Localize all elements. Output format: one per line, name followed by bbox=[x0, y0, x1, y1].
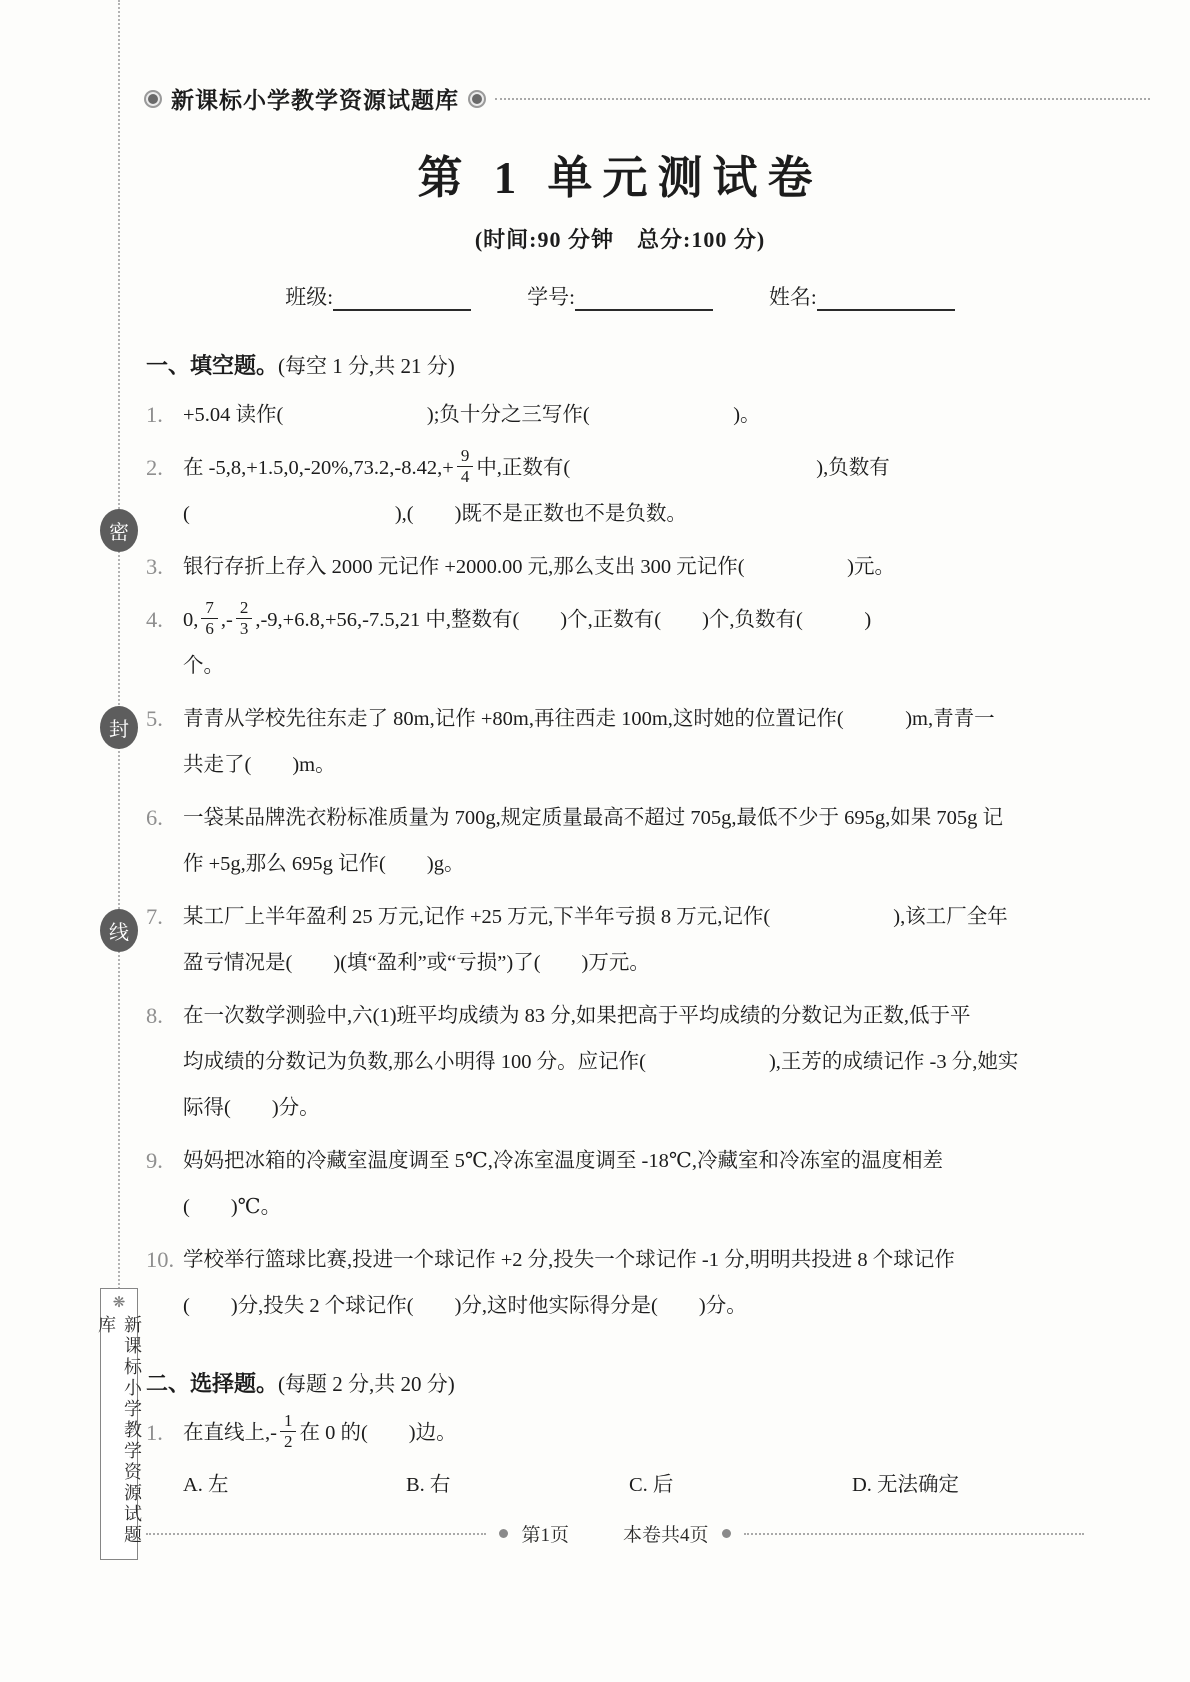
footer-page-number: 第1页 bbox=[521, 1525, 569, 1546]
fraction-denominator: 2 bbox=[280, 1431, 297, 1452]
question-s1-2 bbox=[146, 445, 1094, 537]
name-blank-line bbox=[817, 287, 955, 311]
question-text: 中,正数有( ),负数有 bbox=[476, 457, 890, 479]
bullet-icon bbox=[146, 92, 160, 106]
fraction-numerator: 9 bbox=[460, 446, 470, 466]
bullet-icon bbox=[470, 92, 484, 106]
question-s1-4 bbox=[146, 597, 1094, 689]
brand-text: 新课标小学教学资源试题库 bbox=[171, 88, 459, 113]
section1-title: 一、填空题。 bbox=[146, 353, 279, 378]
question-number: 8. bbox=[146, 1003, 163, 1028]
question-s1-5 bbox=[146, 696, 1094, 788]
brand-header bbox=[146, 82, 1150, 115]
fraction bbox=[201, 598, 218, 638]
question-number: 2. bbox=[146, 455, 163, 480]
class-field bbox=[285, 281, 471, 311]
question-text: 在一次数学测验中,六(1)班平均成绩为 83 分,如果把高于平均成绩的分数记为正数,低于平 bbox=[183, 1005, 971, 1027]
question-text: +5.04 读作( );负十分之三写作( )。 bbox=[183, 404, 761, 426]
question-number: 6. bbox=[146, 805, 163, 830]
question-s2-1 bbox=[146, 1410, 1094, 1500]
section2-title: 二、选择题。 bbox=[146, 1371, 279, 1396]
section1-note: (每空 1 分,共 21 分) bbox=[278, 354, 455, 378]
question-text: ( )分,投失 2 个球记作( )分,这时他实际得分是( )分。 bbox=[183, 1295, 747, 1317]
question-number: 10. bbox=[146, 1247, 175, 1272]
footer-dot-icon bbox=[722, 1529, 731, 1538]
option-d: D. 无法确定 bbox=[852, 1474, 960, 1496]
class-label: 班级: bbox=[285, 285, 334, 309]
student-id-blank-line bbox=[575, 287, 713, 311]
fraction-denominator: 6 bbox=[201, 618, 218, 639]
question-text: 在 0 的( )边。 bbox=[299, 1422, 457, 1444]
section2-note: (每题 2 分,共 20 分) bbox=[278, 1372, 455, 1396]
question-number: 5. bbox=[146, 706, 163, 731]
seal-badge-feng bbox=[100, 706, 138, 749]
question-text: 在直线上,- bbox=[183, 1422, 277, 1444]
question-text: ,- bbox=[220, 609, 233, 631]
fraction-numerator: 2 bbox=[239, 598, 249, 618]
student-id-field bbox=[527, 281, 713, 311]
student-id-label: 学号: bbox=[527, 285, 575, 309]
header-dashed-line bbox=[495, 98, 1150, 100]
question-number: 9. bbox=[146, 1148, 163, 1173]
choice-options-row bbox=[183, 1470, 1094, 1500]
question-text: ,-9,+6.8,+56,-7.5,21 中,整数有( )个,正数有( )个,负数有( ) bbox=[255, 609, 872, 631]
student-info-row bbox=[146, 281, 1094, 311]
name-label: 姓名: bbox=[768, 285, 817, 309]
fraction bbox=[280, 1411, 297, 1451]
seal-char-mi: 密 bbox=[109, 522, 129, 544]
question-number: 1. bbox=[146, 402, 163, 427]
fraction-numerator: 7 bbox=[205, 598, 214, 618]
footer-dashed-line bbox=[146, 1533, 486, 1535]
seal-badge-xian bbox=[100, 909, 138, 952]
option-c: C. 后 bbox=[629, 1474, 674, 1496]
question-text: 一袋某品牌洗衣粉标准质量为 700g,规定质量最高不超过 705g,最低不少于 695g,如果 705g 记 bbox=[183, 807, 1003, 829]
class-blank-line bbox=[333, 287, 471, 311]
name-field bbox=[769, 281, 955, 311]
question-text: 个。 bbox=[183, 655, 224, 677]
question-s1-10 bbox=[146, 1237, 1094, 1329]
page-title: 第 1 单元测试卷 bbox=[417, 153, 823, 203]
fraction bbox=[457, 446, 474, 486]
question-text: 青青从学校先往东走了 80m,记作 +80m,再往西走 100m,这时她的位置记作( )m,青青一 bbox=[183, 708, 995, 730]
question-text bbox=[183, 445, 1094, 491]
page-content bbox=[146, 0, 1094, 1507]
question-text: 学校举行篮球比赛,投进一个球记作 +2 分,投失一个球记作 -1 分,明明共投进 8 个球记作 bbox=[183, 1249, 955, 1271]
question-text: 共走了( )m。 bbox=[183, 754, 336, 776]
side-box-text: 新课标小学教学资源试题库 bbox=[96, 1315, 142, 1546]
page-subtitle: (时间:90 分钟 总分:100 分) bbox=[474, 227, 766, 252]
fraction-numerator: 1 bbox=[283, 1411, 293, 1431]
question-text: 妈妈把冰箱的冷藏室温度调至 5℃,冷冻室温度调至 -18℃,冷藏室和冷冻室的温度相差 bbox=[183, 1150, 943, 1172]
option-a: A. 左 bbox=[183, 1474, 229, 1496]
seal-char-xian: 线 bbox=[109, 922, 129, 944]
question-text: 0, bbox=[183, 609, 199, 631]
question-text: ( ),( )既不是正数也不是负数。 bbox=[183, 503, 687, 525]
section1-heading bbox=[146, 349, 1094, 380]
question-text: 际得( )分。 bbox=[183, 1097, 320, 1119]
page-footer bbox=[146, 1520, 1084, 1547]
question-s1-9 bbox=[146, 1138, 1094, 1230]
seal-badge-mi bbox=[100, 509, 138, 552]
question-text: ( )℃。 bbox=[183, 1196, 282, 1218]
option-b: B. 右 bbox=[406, 1474, 451, 1496]
footer-total-pages: 本卷共4页 bbox=[623, 1525, 709, 1546]
question-text: 作 +5g,那么 695g 记作( )g。 bbox=[183, 853, 465, 875]
question-text: 在 -5,8,+1.5,0,-20%,73.2,-8.42,+ bbox=[183, 457, 454, 479]
fraction-denominator: 3 bbox=[236, 618, 253, 639]
question-number: 1. bbox=[146, 1420, 163, 1445]
question-number: 4. bbox=[146, 607, 163, 632]
question-text bbox=[183, 597, 1094, 643]
fraction-denominator: 4 bbox=[457, 466, 474, 487]
question-s1-1 bbox=[146, 392, 1094, 438]
question-s1-7 bbox=[146, 894, 1094, 986]
footer-dashed-line bbox=[744, 1533, 1084, 1535]
flower-icon: ❋ bbox=[112, 1295, 126, 1311]
brand-side-box bbox=[96, 1288, 142, 1560]
fraction bbox=[236, 598, 253, 638]
section2-heading bbox=[146, 1367, 1094, 1398]
seal-char-feng: 封 bbox=[109, 719, 129, 741]
question-text: 均成绩的分数记为负数,那么小明得 100 分。应记作( ),王芳的成绩记作 -3 分,她实 bbox=[183, 1051, 1019, 1073]
question-number: 7. bbox=[146, 904, 163, 929]
question-text: 某工厂上半年盈利 25 万元,记作 +25 万元,下半年亏损 8 万元,记作( ),该工厂全年 bbox=[183, 906, 1008, 928]
question-s1-8 bbox=[146, 993, 1094, 1131]
question-text: 盈亏情况是( )(填“盈利”或“亏损”)了( )万元。 bbox=[183, 952, 650, 974]
question-s1-3 bbox=[146, 544, 1094, 590]
question-text: 银行存折上存入 2000 元记作 +2000.00 元,那么支出 300 元记作( )元。 bbox=[183, 556, 895, 578]
question-text bbox=[183, 1410, 1094, 1456]
question-number: 3. bbox=[146, 554, 163, 579]
question-s1-6 bbox=[146, 795, 1094, 887]
footer-dot-icon bbox=[499, 1529, 508, 1538]
